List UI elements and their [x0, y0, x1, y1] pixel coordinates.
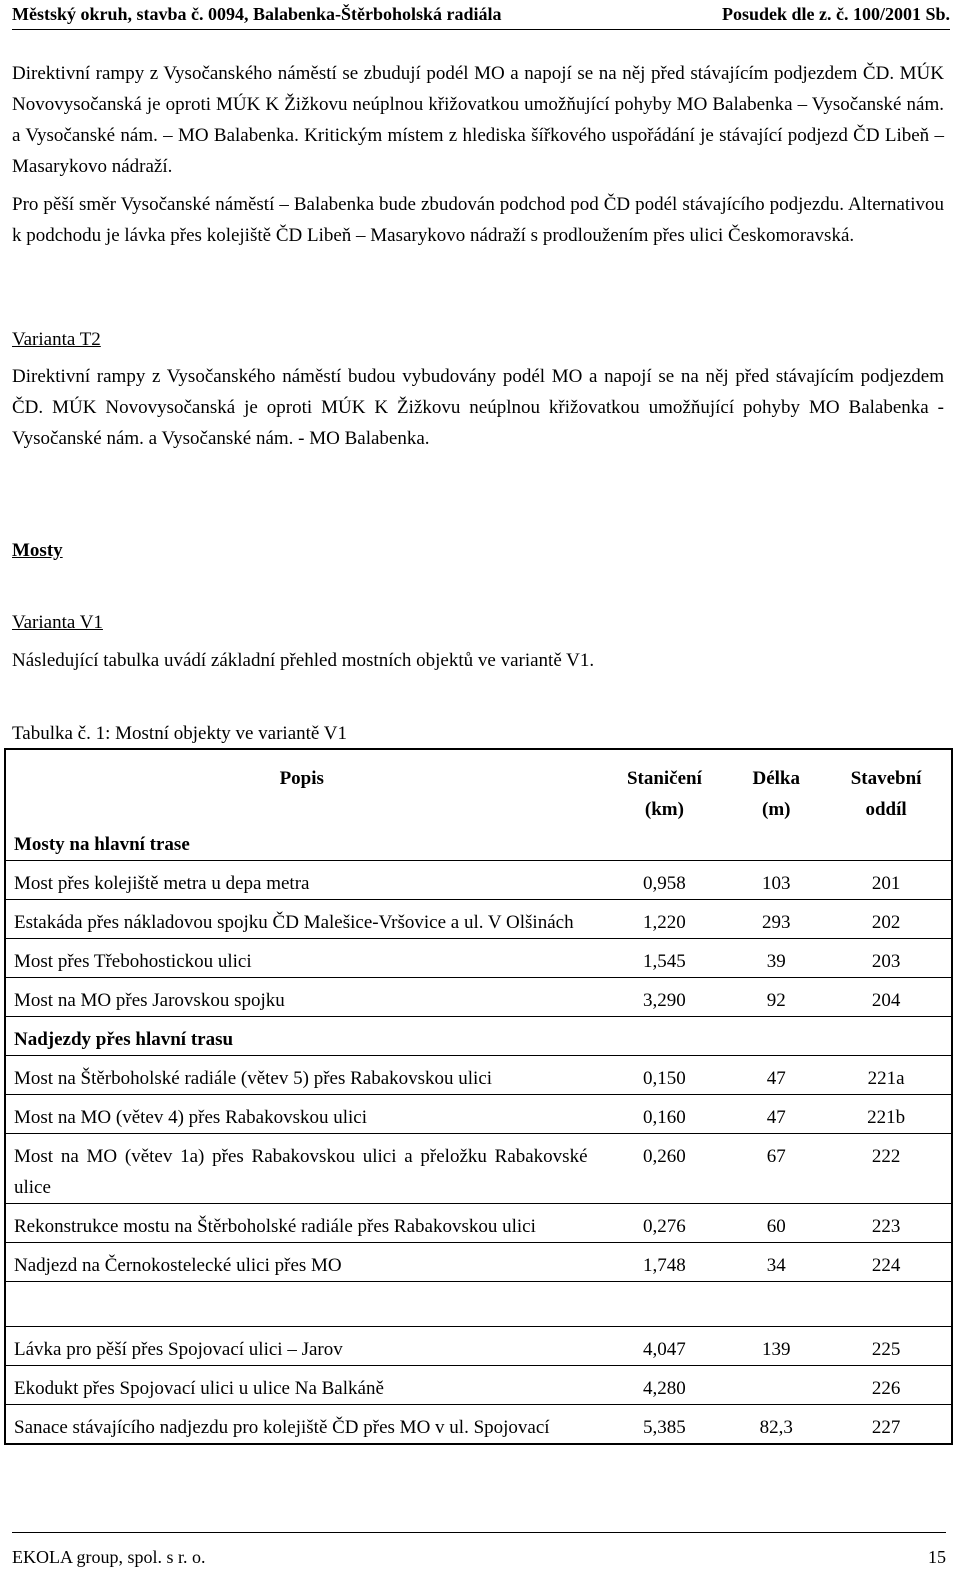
heading-mosty: Mosty [12, 540, 63, 561]
bridge-delka: 47 [731, 1095, 821, 1134]
paragraph-table-intro: Následující tabulka uvádí základní přehled mostních objektů ve variantě V1. [12, 650, 595, 671]
page-number: 15 [928, 1547, 946, 1567]
table-header-row [5, 749, 952, 825]
group-row-main [5, 825, 952, 861]
rows-other [5, 1327, 952, 1445]
table-row [5, 1405, 952, 1445]
bridge-description: Most přes kolejiště metra u depa metra [5, 861, 598, 900]
bridge-delka: 39 [731, 939, 821, 978]
header-popis: Popis [279, 768, 324, 789]
header-staniceni: Staničení (km) [626, 768, 702, 820]
bridge-staniceni: 1,748 [598, 1243, 732, 1282]
bridge-staniceni: 0,160 [598, 1095, 732, 1134]
bridge-staniceni: 0,260 [598, 1134, 732, 1204]
bridge-staniceni: 1,545 [598, 939, 732, 978]
bridge-oddil: 222 [821, 1134, 952, 1204]
bridge-staniceni: 4,280 [598, 1366, 732, 1405]
bridge-oddil: 223 [821, 1204, 952, 1243]
bridge-description: Most na MO přes Jarovskou spojku [5, 978, 598, 1017]
group-label: Mosty na hlavní trase [14, 834, 190, 855]
bridge-oddil: 204 [821, 978, 952, 1017]
bridge-description: Most na Štěrboholské radiále (větev 5) přes Rabakovskou ulici [5, 1056, 598, 1095]
bridge-delka: 293 [731, 900, 821, 939]
header-oddil: Stavební oddíl [850, 768, 922, 820]
header-delka: Délka (m) [752, 768, 800, 820]
bridge-delka: 103 [731, 861, 821, 900]
table-row [5, 1327, 952, 1366]
bridge-description: Estakáda přes nákladovou spojku ČD Malešice-Vršovice a ul. V Olšinách [5, 900, 598, 939]
bridge-oddil: 227 [821, 1405, 952, 1445]
bridge-description: Nadjezd na Černokostelecké ulici přes MO [5, 1243, 598, 1282]
bridge-delka: 92 [731, 978, 821, 1017]
table-row [5, 939, 952, 978]
bridge-delka: 47 [731, 1056, 821, 1095]
table-row [5, 1366, 952, 1405]
rows-over [5, 1056, 952, 1282]
bridge-staniceni: 1,220 [598, 900, 732, 939]
footer-company: EKOLA group, spol. s r. o. [12, 1547, 206, 1567]
bridge-staniceni: 0,276 [598, 1204, 732, 1243]
table-row [5, 1095, 952, 1134]
table-row [5, 1134, 952, 1204]
bridge-oddil: 225 [821, 1327, 952, 1366]
bridge-delka [731, 1366, 821, 1405]
bridge-staniceni: 5,385 [598, 1405, 732, 1445]
bridge-oddil: 203 [821, 939, 952, 978]
bridge-description: Most na MO (větev 4) přes Rabakovskou ulici [5, 1095, 598, 1134]
bridge-delka: 139 [731, 1327, 821, 1366]
bridge-oddil: 221b [821, 1095, 952, 1134]
group-label: Nadjezdy přes hlavní trasu [5, 1017, 952, 1056]
bridge-staniceni: 0,150 [598, 1056, 732, 1095]
bridge-description: Ekodukt přes Spojovací ulici u ulice Na Balkáně [5, 1366, 598, 1405]
page-footer [12, 1532, 946, 1573]
header-title: Městský okruh, stavba č. 0094, Balabenka-Štěrboholská radiála [12, 4, 502, 24]
heading-variant-v1: Varianta V1 [12, 612, 103, 633]
paragraph-pedestrian: Pro pěší směr Vysočanské náměstí – Balabenka bude zbudován podchod pod ČD podél stávajícího podjezdu. Alternativou k podchodu je lávka přes kolejiště ČD Libeň – Masarykovo nádraží s prodloužením přes ulici Českomoravská. [12, 194, 944, 246]
page-header [12, 3, 950, 30]
bridge-description: Lávka pro pěší přes Spojovací ulici – Jarov [5, 1327, 598, 1366]
table-row [5, 861, 952, 900]
header-reference: Posudek dle z. č. 100/2001 Sb. [721, 4, 950, 24]
bridge-staniceni: 0,958 [598, 861, 732, 900]
table-row [5, 900, 952, 939]
bridge-staniceni: 4,047 [598, 1327, 732, 1366]
bridge-staniceni: 3,290 [598, 978, 732, 1017]
rows-main [5, 861, 952, 1017]
bridge-oddil: 221a [821, 1056, 952, 1095]
paragraph-rampy-t2: Direktivní rampy z Vysočanského náměstí budou vybudovány podél MO a napojí se na něj před stávajícím podjezdem ČD. MÚK Novovysočanská je oproti MÚK K Žižkovu neúplnou křižovatkou umožňující pohyby MO Balabenka - Vysočanské nám. a Vysočanské nám. - MO Balabenka. [12, 366, 944, 449]
bridge-description: Most na MO (větev 1a) přes Rabakovskou ulici a přeložku Rabakovské ulice [5, 1134, 598, 1204]
table-empty-row [5, 1282, 952, 1327]
bridge-oddil: 224 [821, 1243, 952, 1282]
heading-variant-t2: Varianta T2 [12, 329, 101, 350]
group-row-over [5, 1017, 952, 1056]
bridge-description: Sanace stávajícího nadjezdu pro kolejiště ČD přes MO v ul. Spojovací [5, 1405, 598, 1445]
bridge-description: Most přes Třebohostickou ulici [5, 939, 598, 978]
table-row [5, 1056, 952, 1095]
table-row [5, 1204, 952, 1243]
table-row [5, 978, 952, 1017]
table-row [5, 1243, 952, 1282]
bridge-delka: 67 [731, 1134, 821, 1204]
bridge-description: Rekonstrukce mostu na Štěrboholské radiále přes Rabakovskou ulici [5, 1204, 598, 1243]
bridge-delka: 82,3 [731, 1405, 821, 1445]
bridge-delka: 34 [731, 1243, 821, 1282]
bridge-oddil: 226 [821, 1366, 952, 1405]
bridges-table [4, 748, 953, 1445]
bridge-delka: 60 [731, 1204, 821, 1243]
paragraph-rampy-t1: Direktivní rampy z Vysočanského náměstí se zbudují podél MO a napojí se na něj před stávajícím podjezdem ČD. MÚK Novovysočanská je oproti MÚK K Žižkovu neúplnou křižovatkou umožňující pohyby MO Balabenka – Vysočanské nám. a Vysočanské nám. – MO Balabenka. Kritickým místem z hlediska šířkového uspořádání je stávající podjezd ČD Libeň – Masarykovo nádraží. [12, 63, 944, 177]
table-caption: Tabulka č. 1: Mostní objekty ve variantě V1 [12, 723, 347, 744]
bridge-oddil: 201 [821, 861, 952, 900]
bridge-oddil: 202 [821, 900, 952, 939]
